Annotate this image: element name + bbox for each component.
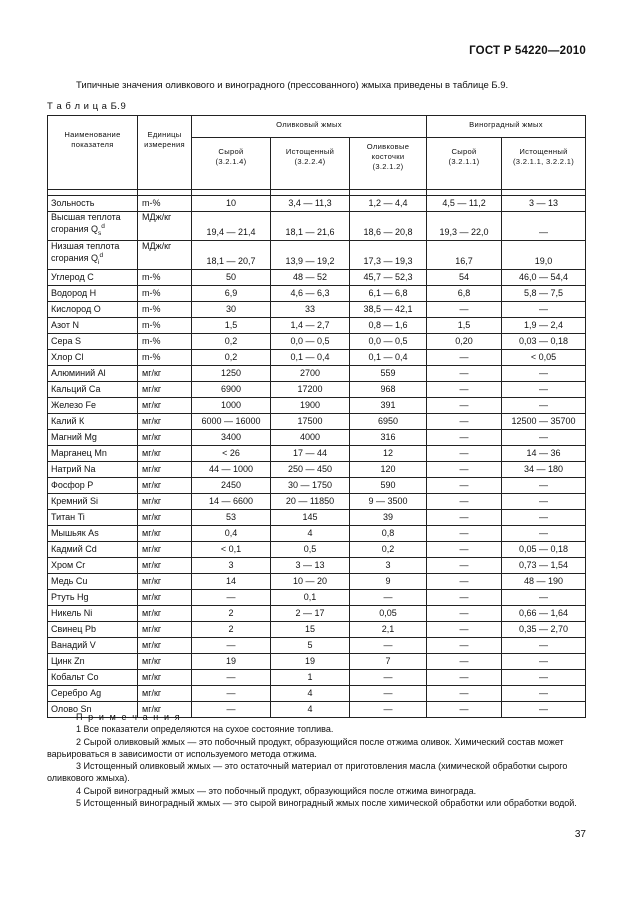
table-row	[48, 526, 586, 542]
cell-value: —	[502, 382, 586, 398]
table-row	[48, 241, 586, 270]
header-unit: Единицы измерения	[138, 116, 192, 190]
cell-value: 2,1	[350, 622, 427, 638]
cell-value: —	[427, 414, 502, 430]
cell-parameter: Медь Cu	[48, 574, 138, 590]
cell-value: —	[350, 702, 427, 718]
cell-parameter: Олово Sn	[48, 702, 138, 718]
cell-unit: мг/кг	[138, 446, 192, 462]
cell-value: 44 — 1000	[192, 462, 271, 478]
cell-value: 0,1 — 0,4	[271, 350, 350, 366]
cell-unit: мг/кг	[138, 622, 192, 638]
table-row	[48, 398, 586, 414]
cell-value: —	[350, 670, 427, 686]
cell-value: —	[427, 638, 502, 654]
cell-value: 16,7	[427, 241, 502, 270]
parameter-sub: i	[97, 258, 100, 266]
cell-value: 18,1 — 20,7	[192, 241, 271, 270]
cell-value: 5	[271, 638, 350, 654]
cell-parameter: Цинк Zn	[48, 654, 138, 670]
cell-parameter: Зольность	[48, 196, 138, 212]
cell-value: < 26	[192, 446, 271, 462]
cell-value: 6,9	[192, 286, 271, 302]
cell-unit: мг/кг	[138, 558, 192, 574]
cell-value: —	[502, 526, 586, 542]
cell-value: 0,05	[350, 606, 427, 622]
cell-value: 6900	[192, 382, 271, 398]
cell-value: 590	[350, 478, 427, 494]
cell-value: 10	[192, 196, 271, 212]
cell-value: 19	[192, 654, 271, 670]
table-row	[48, 318, 586, 334]
cell-parameter: Серебро Ag	[48, 686, 138, 702]
cell-unit: мг/кг	[138, 686, 192, 702]
cell-unit: мг/кг	[138, 494, 192, 510]
cell-value: < 0,1	[192, 542, 271, 558]
cell-unit: m-%	[138, 318, 192, 334]
cell-value: —	[427, 446, 502, 462]
cell-unit: мг/кг	[138, 590, 192, 606]
cell-value: 0,8 — 1,6	[350, 318, 427, 334]
cell-value: —	[502, 510, 586, 526]
cell-value: —	[502, 302, 586, 318]
table-row	[48, 462, 586, 478]
cell-value: 1,5	[427, 318, 502, 334]
cell-value: 2	[192, 606, 271, 622]
cell-value: —	[427, 494, 502, 510]
table-row	[48, 446, 586, 462]
header-grape-group: Виноградный жмых	[427, 116, 586, 138]
cell-value: 145	[271, 510, 350, 526]
cell-value: 30 — 1750	[271, 478, 350, 494]
note-item: 1 Все показатели определяются на сухое состояние топлива.	[76, 724, 334, 735]
notes-list	[47, 723, 585, 809]
table-row	[48, 270, 586, 286]
cell-value: 3 — 13	[502, 196, 586, 212]
cell-parameter: Калий К	[48, 414, 138, 430]
cell-parameter: Хром Cr	[48, 558, 138, 574]
header-raw-grape-label: Сырой	[451, 147, 477, 156]
cell-value: 0,2	[350, 542, 427, 558]
cell-value: 1,9 — 2,4	[502, 318, 586, 334]
cell-value: 14	[192, 574, 271, 590]
cell-parameter: Никель Ni	[48, 606, 138, 622]
table-row	[48, 196, 586, 212]
note-item: 5 Истощенный виноградный жмых — это сырой виноградный жмых после химической обработки или обработки водой.	[76, 798, 577, 809]
parameter-line1: Высшая теплота	[51, 212, 121, 222]
cell-value: 1,4 — 2,7	[271, 318, 350, 334]
cell-parameter: Ванадий V	[48, 638, 138, 654]
cell-value: 30	[192, 302, 271, 318]
cell-unit: мг/кг	[138, 638, 192, 654]
parameter-sup: d	[99, 251, 104, 259]
cell-unit: МДж/кг	[138, 241, 192, 270]
cell-value: 13,9 — 19,2	[271, 241, 350, 270]
cell-value: —	[427, 542, 502, 558]
cell-value: —	[427, 430, 502, 446]
cell-value: —	[502, 702, 586, 718]
cell-value: —	[350, 590, 427, 606]
cell-parameter: Свинец Pb	[48, 622, 138, 638]
header-raw-grape-ref: (3.2.1.1)	[448, 156, 480, 166]
page-number: 37	[574, 829, 586, 840]
header-olive-pits-ref: (3.2.1.2)	[372, 161, 404, 171]
cell-value: 17 — 44	[271, 446, 350, 462]
cell-value: 5,8 — 7,5	[502, 286, 586, 302]
cell-value: —	[502, 590, 586, 606]
notes-title: П р и м е ч а н и я	[76, 712, 182, 722]
cell-parameter: Мышьяк As	[48, 526, 138, 542]
cell-value: 48 — 190	[502, 574, 586, 590]
cell-value: 6000 — 16000	[192, 414, 271, 430]
cell-parameter: Кислород О	[48, 302, 138, 318]
cell-value: —	[502, 478, 586, 494]
cell-value: —	[502, 638, 586, 654]
cell-value: 2 — 17	[271, 606, 350, 622]
cell-value: 6950	[350, 414, 427, 430]
cell-value: —	[427, 398, 502, 414]
cell-value: —	[427, 558, 502, 574]
cell-value: 18,1 — 21,6	[271, 212, 350, 241]
cell-value: —	[427, 302, 502, 318]
cell-value: 968	[350, 382, 427, 398]
cell-value: —	[427, 366, 502, 382]
table-row	[48, 510, 586, 526]
cell-value: 2450	[192, 478, 271, 494]
table-row	[48, 334, 586, 350]
parameter-sup: d	[101, 222, 105, 230]
cell-value: 14 — 6600	[192, 494, 271, 510]
cell-value: —	[427, 526, 502, 542]
cell-value: —	[427, 350, 502, 366]
header-olive-pits-label: Оливковые косточки	[366, 142, 410, 161]
cell-value: —	[350, 638, 427, 654]
cell-value: 0,8	[350, 526, 427, 542]
table-row	[48, 350, 586, 366]
parameter-line2: сгорания Q	[51, 252, 98, 263]
cell-value: 250 — 450	[271, 462, 350, 478]
cell-value: 9 — 3500	[350, 494, 427, 510]
cell-unit: мг/кг	[138, 702, 192, 718]
cell-value: 12500 — 35700	[502, 414, 586, 430]
cell-value: —	[502, 212, 586, 241]
cell-value: 50	[192, 270, 271, 286]
table-row	[48, 414, 586, 430]
cell-unit: мг/кг	[138, 430, 192, 446]
data-table	[47, 115, 586, 718]
cell-value: < 0,05	[502, 350, 586, 366]
cell-value: —	[427, 686, 502, 702]
cell-value: 3,4 — 11,3	[271, 196, 350, 212]
cell-value: 0,1	[271, 590, 350, 606]
cell-value: 19,4 — 21,4	[192, 212, 271, 241]
table-row	[48, 606, 586, 622]
cell-value: 46,0 — 54,4	[502, 270, 586, 286]
cell-value: —	[192, 670, 271, 686]
cell-value: 33	[271, 302, 350, 318]
cell-parameter: Кобальт Со	[48, 670, 138, 686]
cell-value: 6,1 — 6,8	[350, 286, 427, 302]
cell-value: —	[502, 494, 586, 510]
cell-value: —	[502, 366, 586, 382]
cell-value: 4000	[271, 430, 350, 446]
cell-value: 0,5	[271, 542, 350, 558]
notes-block	[47, 711, 585, 809]
cell-unit: мг/кг	[138, 654, 192, 670]
cell-value: —	[427, 382, 502, 398]
table-row	[48, 542, 586, 558]
cell-unit: мг/кг	[138, 414, 192, 430]
cell-parameter	[48, 241, 138, 270]
cell-parameter: Железо Fe	[48, 398, 138, 414]
cell-unit: мг/кг	[138, 398, 192, 414]
cell-parameter: Фосфор Р	[48, 478, 138, 494]
cell-parameter: Сера S	[48, 334, 138, 350]
cell-value: —	[427, 590, 502, 606]
cell-unit: m-%	[138, 302, 192, 318]
cell-value: 391	[350, 398, 427, 414]
cell-unit: мг/кг	[138, 510, 192, 526]
intro-text: Типичные значения оливкового и виноградного (прессованного) жмыха приведены в таблице Б.9.	[76, 80, 509, 91]
cell-parameter: Водород Н	[48, 286, 138, 302]
cell-unit: m-%	[138, 270, 192, 286]
header-name: Наименование показателя	[48, 116, 138, 190]
table-row	[48, 670, 586, 686]
cell-parameter: Кальций Са	[48, 382, 138, 398]
table-row	[48, 590, 586, 606]
cell-value: 3	[192, 558, 271, 574]
cell-value: 1900	[271, 398, 350, 414]
cell-value: —	[502, 670, 586, 686]
note-item: 2 Сырой оливковый жмых — это побочный продукт, образующийся после отжима оливок. Химический состав может варьироваться в зависимости от используемого метода отжима.	[47, 736, 564, 759]
cell-value: 0,35 — 2,70	[502, 622, 586, 638]
header-exhausted-grape-label: Истощенный	[519, 147, 568, 156]
cell-value: 1250	[192, 366, 271, 382]
standard-header: ГОСТ Р 54220—2010	[469, 45, 586, 57]
header-exhausted-grape-ref: (3.2.1.1, 3.2.2.1)	[512, 156, 575, 166]
cell-value: 559	[350, 366, 427, 382]
cell-value: 19,3 — 22,0	[427, 212, 502, 241]
cell-unit: мг/кг	[138, 366, 192, 382]
cell-value: 19	[271, 654, 350, 670]
header-raw-olive	[192, 138, 271, 190]
header-exhausted-grape	[502, 138, 586, 190]
cell-unit: m-%	[138, 350, 192, 366]
cell-value: 18,6 — 20,8	[350, 212, 427, 241]
cell-value: 53	[192, 510, 271, 526]
cell-value: 17,3 — 19,3	[350, 241, 427, 270]
cell-value: 4,6 — 6,3	[271, 286, 350, 302]
cell-value: 48 — 52	[271, 270, 350, 286]
cell-value: 3 — 13	[271, 558, 350, 574]
cell-value: 4,5 — 11,2	[427, 196, 502, 212]
cell-value: 4	[271, 686, 350, 702]
cell-value: —	[427, 510, 502, 526]
cell-value: 14 — 36	[502, 446, 586, 462]
cell-value: 0,05 — 0,18	[502, 542, 586, 558]
table-row	[48, 430, 586, 446]
cell-parameter	[48, 212, 138, 241]
cell-value: 15	[271, 622, 350, 638]
table-caption: Т а б л и ц а Б.9	[47, 101, 127, 112]
note-item: 3 Истощенный оливковый жмых — это остаточный материал от приготовления масла (химической обработки сырого оливкового жмыха).	[47, 761, 568, 784]
cell-value: 0,0 — 0,5	[350, 334, 427, 350]
cell-value: 19,0	[502, 241, 586, 270]
table-row	[48, 574, 586, 590]
parameter-line1: Низшая теплота	[51, 241, 120, 251]
table-row	[48, 654, 586, 670]
cell-unit: мг/кг	[138, 478, 192, 494]
cell-value: 54	[427, 270, 502, 286]
cell-unit: МДж/кг	[138, 212, 192, 241]
parameter-sub: s	[97, 229, 102, 237]
table-row	[48, 686, 586, 702]
cell-parameter: Азот N	[48, 318, 138, 334]
cell-value: 1	[271, 670, 350, 686]
cell-unit: m-%	[138, 286, 192, 302]
cell-value: —	[502, 430, 586, 446]
cell-value: 120	[350, 462, 427, 478]
cell-value: —	[427, 670, 502, 686]
header-raw-olive-ref: (3.2.1.4)	[215, 156, 247, 166]
cell-unit: мг/кг	[138, 574, 192, 590]
cell-unit: мг/кг	[138, 526, 192, 542]
cell-parameter: Кадмий Cd	[48, 542, 138, 558]
cell-value: 4	[271, 526, 350, 542]
cell-value: —	[502, 398, 586, 414]
cell-value: —	[427, 462, 502, 478]
table-row	[48, 558, 586, 574]
cell-parameter: Титан Ti	[48, 510, 138, 526]
header-olive-group: Оливковый жмых	[192, 116, 427, 138]
cell-unit: мг/кг	[138, 382, 192, 398]
header-olive-pits	[350, 138, 427, 190]
cell-parameter: Алюминий Al	[48, 366, 138, 382]
cell-value: 1000	[192, 398, 271, 414]
cell-parameter: Магний Mg	[48, 430, 138, 446]
cell-value: —	[350, 686, 427, 702]
cell-value: 0,1 — 0,4	[350, 350, 427, 366]
cell-value: —	[427, 478, 502, 494]
cell-parameter: Натрий Na	[48, 462, 138, 478]
cell-value: 316	[350, 430, 427, 446]
cell-parameter: Хлор Cl	[48, 350, 138, 366]
cell-value: —	[427, 606, 502, 622]
table-row	[48, 494, 586, 510]
table-row	[48, 382, 586, 398]
cell-value: 3400	[192, 430, 271, 446]
cell-value: 0,20	[427, 334, 502, 350]
cell-value: —	[502, 686, 586, 702]
cell-value: —	[192, 590, 271, 606]
cell-value: —	[427, 622, 502, 638]
cell-value: 45,7 — 52,3	[350, 270, 427, 286]
cell-value: —	[427, 702, 502, 718]
cell-value: 2700	[271, 366, 350, 382]
note-item: 4 Сырой виноградный жмых — это побочный продукт, образующийся после отжима винограда.	[76, 785, 477, 796]
cell-value: 0,2	[192, 334, 271, 350]
cell-value: 0,03 — 0,18	[502, 334, 586, 350]
cell-value: 6,8	[427, 286, 502, 302]
cell-value: 9	[350, 574, 427, 590]
header-exhausted-olive-label: Истощенный	[285, 147, 335, 156]
cell-value: 38,5 — 42,1	[350, 302, 427, 318]
cell-value: —	[427, 654, 502, 670]
cell-value: 39	[350, 510, 427, 526]
cell-unit: мг/кг	[138, 606, 192, 622]
cell-parameter: Углерод С	[48, 270, 138, 286]
cell-value: 1,2 — 4,4	[350, 196, 427, 212]
cell-value: —	[427, 574, 502, 590]
cell-value: —	[502, 654, 586, 670]
cell-value: 12	[350, 446, 427, 462]
table-row	[48, 638, 586, 654]
cell-value: 0,66 — 1,64	[502, 606, 586, 622]
cell-parameter: Ртуть Hg	[48, 590, 138, 606]
cell-value: 20 — 11850	[271, 494, 350, 510]
cell-value: 0,4	[192, 526, 271, 542]
cell-value: 17200	[271, 382, 350, 398]
table-row	[48, 212, 586, 241]
table-row	[48, 622, 586, 638]
cell-value: 0,2	[192, 350, 271, 366]
cell-value: 17500	[271, 414, 350, 430]
cell-value: 10 — 20	[271, 574, 350, 590]
table-row	[48, 286, 586, 302]
parameter-line2: сгорания Q	[51, 223, 98, 234]
cell-parameter: Кремний Si	[48, 494, 138, 510]
cell-unit: m-%	[138, 334, 192, 350]
table-header	[48, 116, 586, 196]
cell-value: —	[192, 686, 271, 702]
cell-unit: мг/кг	[138, 670, 192, 686]
header-raw-olive-label: Сырой	[218, 147, 244, 156]
table-row	[48, 366, 586, 382]
table-body	[48, 196, 586, 718]
cell-value: 2	[192, 622, 271, 638]
header-raw-grape	[427, 138, 502, 190]
cell-value: —	[192, 702, 271, 718]
cell-unit: m-%	[138, 196, 192, 212]
cell-value: —	[192, 638, 271, 654]
table-row	[48, 478, 586, 494]
cell-value: 0,73 — 1,54	[502, 558, 586, 574]
cell-value: 4	[271, 702, 350, 718]
cell-value: 3	[350, 558, 427, 574]
cell-unit: мг/кг	[138, 542, 192, 558]
table-row	[48, 302, 586, 318]
header-exhausted-olive-ref: (3.2.2.4)	[294, 156, 326, 166]
cell-value: 1,5	[192, 318, 271, 334]
cell-value: 0,0 — 0,5	[271, 334, 350, 350]
cell-parameter: Марганец Mn	[48, 446, 138, 462]
cell-value: 7	[350, 654, 427, 670]
cell-unit: мг/кг	[138, 462, 192, 478]
cell-value: 34 — 180	[502, 462, 586, 478]
header-exhausted-olive	[271, 138, 350, 190]
